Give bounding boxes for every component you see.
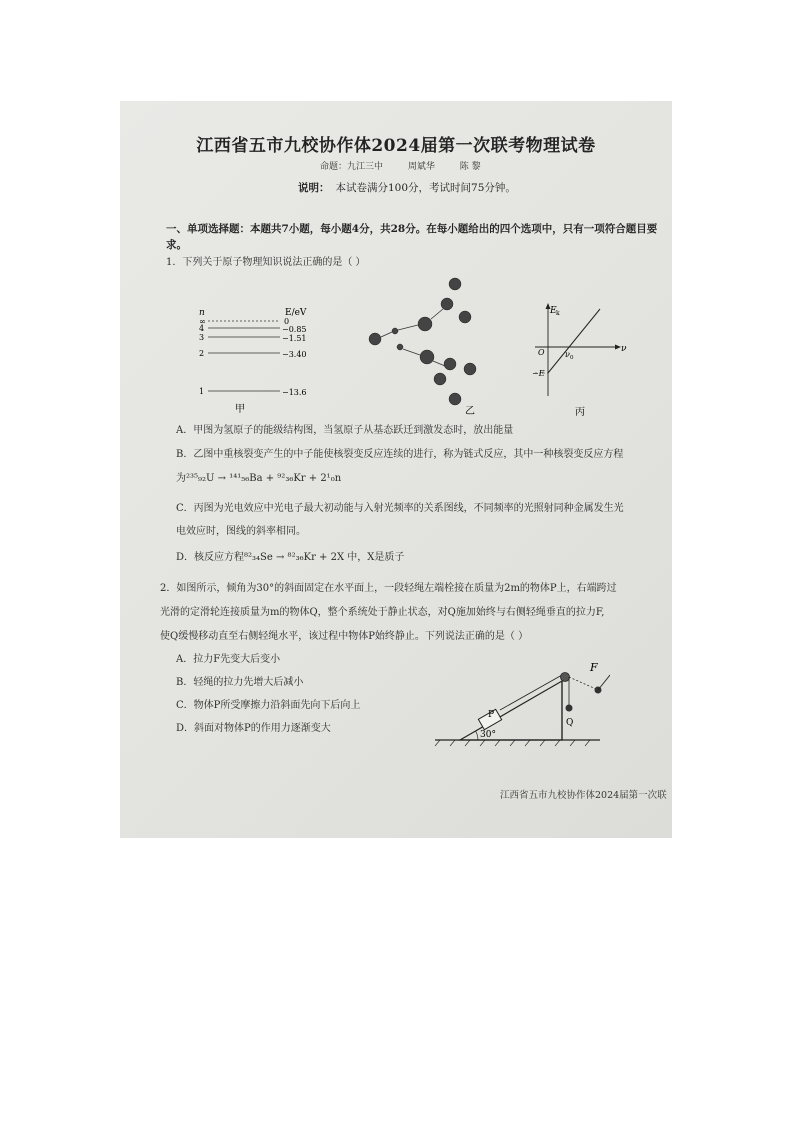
ball-q — [566, 705, 573, 712]
nucleus-cluster — [418, 317, 432, 331]
force-label: F — [590, 661, 598, 674]
q2-stem-line2: 光滑的定滑轮连接质量为m的物体Q，整个系统处于静止状态，对Q施加始终与右侧轻绳垂直的拉力F, — [160, 607, 605, 618]
level-n: 2 — [199, 349, 205, 358]
author-name-2: 陈 黎 — [459, 162, 481, 172]
q1-option-b-equation: 为²³⁵₉₂U → ¹⁴¹₅₆Ba + ⁹²₃₆Kr + 2¹₀n — [176, 473, 342, 484]
ball-q-label: Q — [566, 718, 574, 728]
reaction-arrow — [431, 309, 443, 319]
nucleus-cluster — [369, 333, 381, 345]
q1-option-b: B．乙图中重核裂变产生的中子能使核裂变反应连续的进行，称为链式反应，其中一种核裂变反应方程 — [176, 449, 624, 460]
exam-title: 江西省五市九校协作体2024届第一次联考物理试卷 — [196, 136, 596, 156]
col-n-label: n — [199, 308, 205, 318]
neutron — [397, 344, 403, 350]
nucleus-cluster — [444, 358, 456, 370]
level-n: 4 — [199, 324, 205, 333]
neutron — [392, 328, 398, 334]
q2-option-d: D．斜面对物体P的作用力逐渐变大 — [176, 723, 331, 734]
fig-jia-caption: 甲 — [235, 404, 245, 415]
reaction-arrow — [381, 332, 392, 337]
nucleus-cluster — [449, 393, 461, 405]
origin-label: O — [538, 348, 545, 357]
q1-option-d: D．核反应方程⁸²₃₄Se → ⁸²₃₆Kr + 2X 中，X是质子 — [176, 552, 405, 563]
energy-level-diagram — [190, 301, 320, 423]
level-n: 1 — [199, 387, 205, 396]
author-name-1: 周斌华 — [407, 162, 435, 172]
level-e: −3.40 — [282, 350, 307, 359]
level-e: −13.6 — [282, 388, 307, 397]
angle-arc — [476, 731, 478, 740]
scanned-exam-photo — [120, 101, 672, 838]
rope-dashed — [569, 677, 596, 689]
nucleus-cluster — [420, 350, 434, 364]
level-e: −0.85 — [282, 325, 307, 334]
y-label-sub: k — [556, 310, 560, 317]
q2-option-c: C．物体P所受摩擦力沿斜面先向下后向上 — [176, 700, 361, 711]
q1-stem: 1．下列关于原子物理知识说法正确的是（ ） — [166, 257, 366, 268]
incline-pulley-diagram — [430, 653, 610, 748]
reaction-arrow — [403, 349, 420, 355]
neg-e-label: −E — [532, 369, 545, 378]
fig-yi-caption: 乙 — [465, 406, 475, 417]
q1-option-c-cont: 电效应时，图线的斜率相同。 — [176, 526, 306, 537]
force-arrow — [598, 675, 610, 690]
q2-stem-line3: 使Q缓慢移动直至右侧轻绳水平，该过程中物体P始终静止。下列说法正确的是（ ） — [160, 631, 529, 642]
nu0-label: ν — [565, 350, 570, 359]
ek-line — [548, 309, 600, 373]
rope-left — [500, 675, 562, 710]
note-text: 本试卷满分100分，考试时间75分钟。 — [335, 182, 516, 194]
x-label: ν — [621, 344, 627, 354]
author-prefix: 命题：九江三中 — [320, 162, 384, 172]
page-footer: 江西省五市九校协作体2024届第一次联 — [500, 790, 667, 801]
q2-option-b: B．轻绳的拉力先增大后减小 — [176, 677, 304, 688]
nucleus-cluster — [441, 298, 453, 310]
author-line — [320, 159, 503, 172]
nu0-sub: 0 — [570, 355, 574, 361]
photoelectric-graph — [530, 301, 630, 419]
note-label: 说明： — [298, 182, 330, 194]
chain-reaction-diagram — [355, 269, 505, 419]
q2-stem-line1: 2．如图所示，倾角为30°的斜面固定在水平面上，一段轻绳左端栓接在质量为2m的物体P上，右端跨过 — [160, 583, 617, 594]
pulley — [561, 673, 570, 682]
nucleus-cluster — [434, 373, 446, 385]
level-n: ∞ — [199, 317, 206, 326]
exam-note — [298, 180, 516, 195]
q2-option-a: A．拉力F先变大后变小 — [176, 654, 281, 665]
block-p-label: P — [488, 710, 495, 720]
nucleus-cluster — [459, 311, 471, 323]
level-e: 0 — [284, 317, 290, 326]
q1-option-c: C．丙图为光电效应中光电子最大初动能与入射光频率的关系图线，不同频率的光照射同种金属发生光 — [176, 503, 624, 514]
col-e-label: E/eV — [285, 308, 307, 318]
angle-label: 30° — [480, 730, 496, 740]
reaction-arrow — [398, 325, 418, 330]
nucleus-cluster — [464, 363, 476, 375]
y-label: E — [550, 306, 557, 316]
level-n: 3 — [199, 333, 205, 342]
q1-option-a: A．甲图为氢原子的能级结构图，当氢原子从基态跃迁到激发态时，放出能量 — [176, 425, 514, 436]
nucleus-cluster — [449, 278, 461, 290]
fig-bing-caption: 丙 — [575, 407, 585, 418]
level-e: −1.51 — [282, 334, 307, 343]
reaction-arrow — [433, 361, 445, 366]
section-heading: 一、单项选择题：本题共7小题，每小题4分，共28分。在每小题给出的四个选项中，只有一项符合题目要求。 — [166, 223, 658, 251]
incline — [460, 681, 562, 740]
